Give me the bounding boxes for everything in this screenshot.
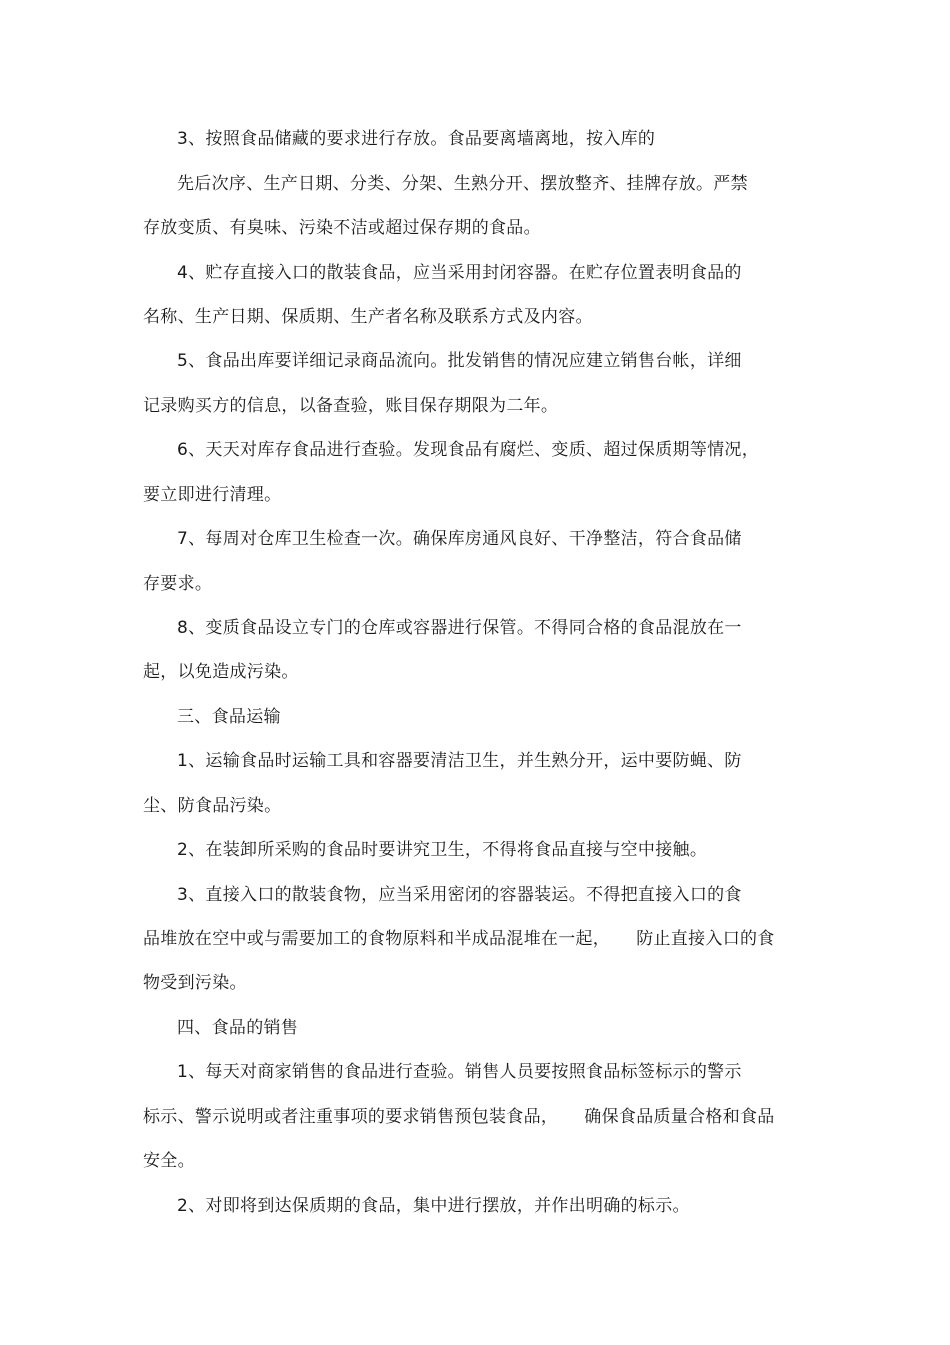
paragraph-line: 6、天天对库存食品进行查验。发现食品有腐烂、变质、超过保质期等情况， [177, 440, 760, 460]
paragraph-line: 1、每天对商家销售的食品进行查验。销售人员要按照食品标签标示的警示 [177, 1062, 742, 1082]
paragraph-line: 安全。 [143, 1151, 195, 1171]
paragraph-line: 物受到污染。 [143, 973, 247, 993]
paragraph-line: 4、贮存直接入口的散装食品，应当采用封闭容器。在贮存位置表明食品的 [177, 263, 742, 283]
paragraph-line: 品堆放在空中或与需要加工的食物原料和半成品混堆在一起， 防止直接入口的食 [143, 929, 775, 949]
paragraph-line: 8、变质食品设立专门的仓库或容器进行保管。不得同合格的食品混放在一 [177, 618, 742, 638]
paragraph-line: 名称、生产日期、保质期、生产者名称及联系方式及内容。 [143, 307, 593, 327]
paragraph-line: 起，以免造成污染。 [143, 662, 299, 682]
paragraph-line: 尘、防食品污染。 [143, 796, 282, 816]
paragraph-line: 要立即进行清理。 [143, 485, 282, 505]
paragraph-line: 存放变质、有臭味、污染不洁或超过保存期的食品。 [143, 218, 541, 238]
paragraph-line: 3、直接入口的散装食物，应当采用密闭的容器装运。不得把直接入口的食 [177, 885, 742, 905]
paragraph-line: 记录购买方的信息，以备查验，账目保存期限为二年。 [143, 396, 559, 416]
paragraph-line: 2、在装卸所采购的食品时要讲究卫生，不得将食品直接与空中接触。 [177, 840, 708, 860]
paragraph-line: 1、运输食品时运输工具和容器要清洁卫生，并生熟分开，运中要防蝇、防 [177, 751, 742, 771]
paragraph-line: 7、每周对仓库卫生检查一次。确保库房通风良好、干净整洁，符合食品储 [177, 529, 742, 549]
paragraph-line: 标示、警示说明或者注重事项的要求销售预包装食品， 确保食品质量合格和食品 [143, 1107, 775, 1127]
paragraph-line: 存要求。 [143, 574, 213, 594]
paragraph-line: 5、食品出库要详细记录商品流向。批发销售的情况应建立销售台帐，详细 [177, 351, 742, 371]
section-heading: 四、食品的销售 [177, 1018, 299, 1038]
paragraph-line: 3、按照食品储藏的要求进行存放。食品要离墙离地，按入库的 [177, 129, 656, 149]
paragraph-line: 先后次序、生产日期、分类、分架、生熟分开、摆放整齐、挂牌存放。严禁 [177, 174, 748, 194]
paragraph-line: 2、对即将到达保质期的食品，集中进行摆放，并作出明确的标示。 [177, 1196, 690, 1216]
section-heading: 三、食品运输 [177, 707, 281, 727]
